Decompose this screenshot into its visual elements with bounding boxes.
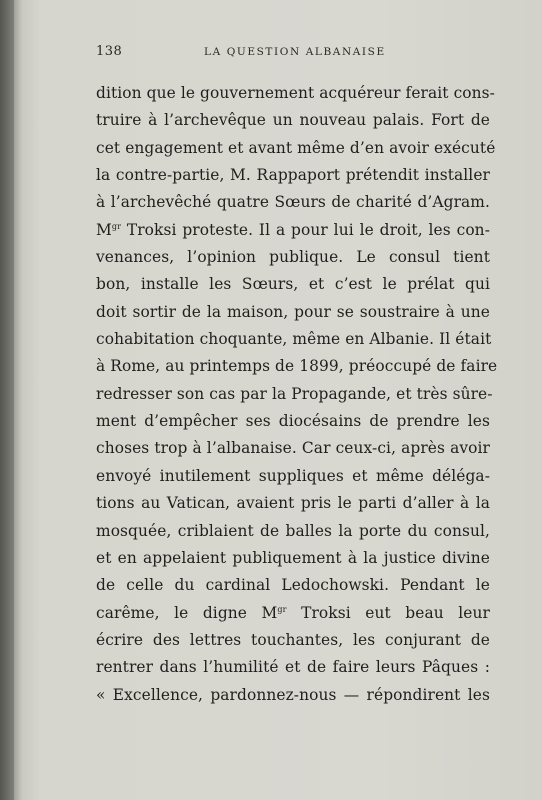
text-line: de celle du cardinal Ledochowski. Pendant le [96,576,490,595]
text-line: redresser son cas par la Propagande, et très sûre- [96,384,493,403]
body-text [96,80,498,709]
text-line: envoyé inutilement suppliques et même déléga- [96,466,490,485]
text-line-prefix: carême, le digne M [96,603,278,622]
text-line-suffix: Troksi eut beau leur [286,603,490,622]
text-line: la contre-partie, M. Rappaport prétendit installer [96,166,490,185]
text-line: doit sortir de la maison, pour se soustraire à une [96,302,490,321]
running-head [96,44,488,62]
text-line: bon, installe les Sœurs, et c’est le prélat qui [96,275,490,294]
text-line: truire à l’archevêque un nouveau palais. Fort de [96,111,490,130]
text-line: et en appelaient publiquement à la justice divine [96,548,490,567]
text-line: cohabitation choquante, même en Albanie. Il était [96,330,492,349]
text-line: écrire des lettres touchantes, les conjurant de [96,630,490,649]
text-line: rentrer dans l’humilité et de faire leurs Pâques : [96,658,490,677]
text-line: à l’archevêché quatre Sœurs de charité d’Agram. [96,193,490,212]
page-number: 138 [96,44,123,59]
text-line: mosquée, criblaient de balles la porte du consul, [96,521,490,540]
text-line: cet engagement et avant même d’en avoir exécuté [96,138,496,157]
text-line: à Rome, au printemps de 1899, préoccupé de faire [96,357,498,376]
text-line: venances, l’opinion publique. Le consul tient [96,248,490,267]
text-line: choses trop à l’albanaise. Car ceux-ci, après avoir [96,439,490,458]
text-line: ment d’empêcher ses diocésains de prendre les [96,412,490,431]
superscript-abbreviation: gr [277,604,287,614]
text-line-suffix: Troksi proteste. Il a pour lui le droit, les con- [121,220,490,239]
text-line [96,600,490,627]
running-title: LA QUESTION ALBANAISE [204,46,386,58]
text-line: tions au Vatican, avaient pris le parti d’aller à la [96,494,490,513]
text-line: dition que le gouvernement acquéreur ferait cons- [96,84,495,102]
text-line: « Excellence, pardonnez-nous — répondirent les [96,685,490,704]
superscript-abbreviation: gr [111,221,122,231]
text-line-prefix: M [96,220,112,239]
binding-gutter [0,0,14,800]
text-line [96,217,490,244]
